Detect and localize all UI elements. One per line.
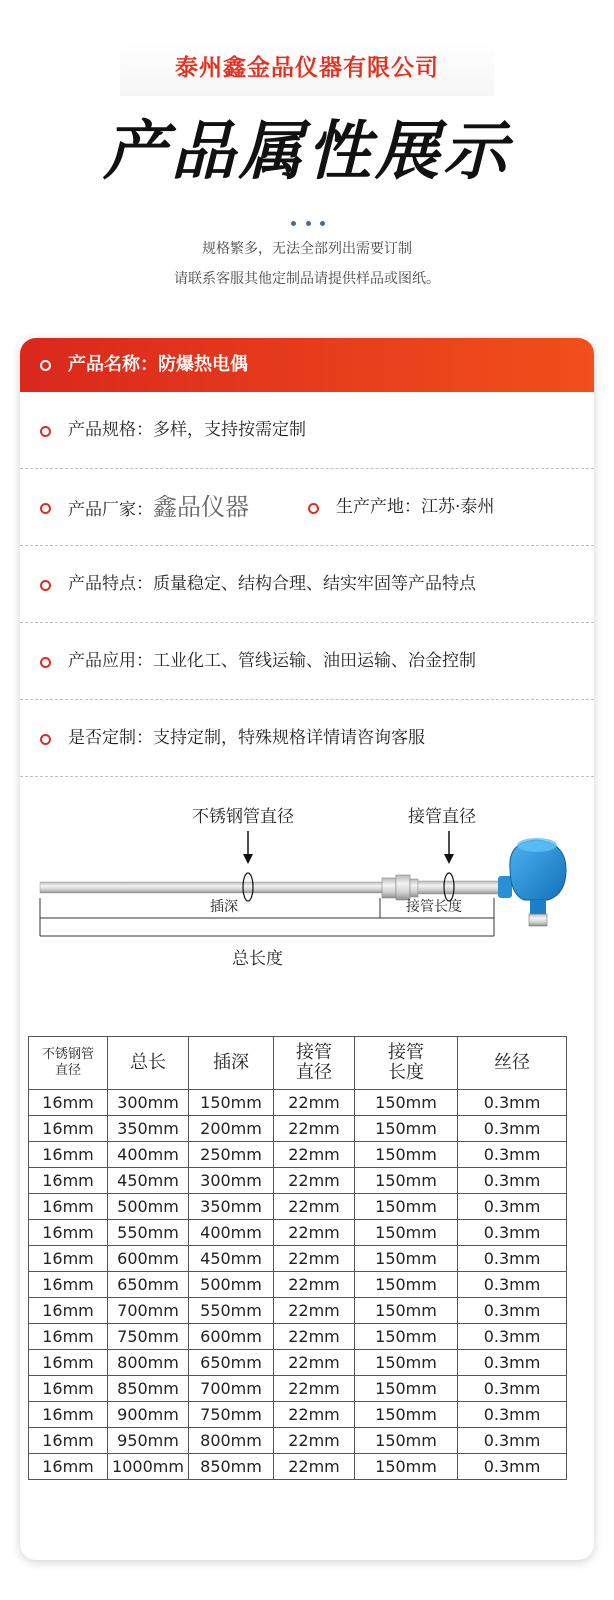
attr-origin-text: 生产产地：江苏·泰州 bbox=[336, 497, 495, 517]
table-cell: 250mm bbox=[189, 1142, 274, 1168]
table-cell: 300mm bbox=[189, 1168, 274, 1194]
label-insert-depth: 插深 bbox=[210, 899, 238, 915]
attr-maker-brand: 鑫品仪器 bbox=[153, 493, 249, 521]
table-cell: 150mm bbox=[355, 1272, 458, 1298]
spec-table-header bbox=[29, 1037, 567, 1090]
table-cell: 22mm bbox=[274, 1142, 355, 1168]
bullet-ring-icon bbox=[40, 426, 51, 437]
table-row bbox=[29, 1116, 567, 1142]
table-cell: 500mm bbox=[108, 1194, 189, 1220]
table-cell: 16mm bbox=[29, 1428, 108, 1454]
spec-table-header-cell: 接管 长度 bbox=[355, 1037, 458, 1090]
label-pipe-length: 接管长度 bbox=[406, 899, 462, 915]
table-cell: 750mm bbox=[108, 1324, 189, 1350]
table-cell: 16mm bbox=[29, 1272, 108, 1298]
table-cell: 0.3mm bbox=[458, 1454, 567, 1480]
table-cell: 22mm bbox=[274, 1220, 355, 1246]
table-cell: 16mm bbox=[29, 1324, 108, 1350]
table-cell: 16mm bbox=[29, 1194, 108, 1220]
attr-features-text: 产品特点：质量稳定、结构合理、结实牢固等产品特点 bbox=[68, 574, 476, 594]
table-cell: 16mm bbox=[29, 1454, 108, 1480]
table-row bbox=[29, 1454, 567, 1480]
table-row bbox=[29, 1142, 567, 1168]
table-row bbox=[29, 1090, 567, 1116]
table-cell: 22mm bbox=[274, 1350, 355, 1376]
table-cell: 0.3mm bbox=[458, 1272, 567, 1298]
table-cell: 16mm bbox=[29, 1168, 108, 1194]
table-cell: 0.3mm bbox=[458, 1324, 567, 1350]
table-cell: 150mm bbox=[355, 1246, 458, 1272]
table-cell: 950mm bbox=[108, 1428, 189, 1454]
table-cell: 150mm bbox=[355, 1090, 458, 1116]
attr-maker-label: 产品厂家： bbox=[68, 500, 153, 520]
table-cell: 22mm bbox=[274, 1246, 355, 1272]
label-pipe-diameter: 接管直径 bbox=[408, 807, 476, 827]
table-cell: 300mm bbox=[108, 1090, 189, 1116]
spec-table-header-cell: 插深 bbox=[189, 1037, 274, 1090]
table-cell: 800mm bbox=[189, 1428, 274, 1454]
subtitle-line-2: 请联系客服其他定制品请提供样品或图纸。 bbox=[174, 271, 440, 287]
table-cell: 450mm bbox=[108, 1168, 189, 1194]
table-cell: 500mm bbox=[189, 1272, 274, 1298]
table-cell: 0.3mm bbox=[458, 1402, 567, 1428]
attr-row-maker bbox=[20, 469, 594, 546]
table-cell: 0.3mm bbox=[458, 1376, 567, 1402]
table-row bbox=[29, 1194, 567, 1220]
table-cell: 0.3mm bbox=[458, 1090, 567, 1116]
table-cell: 0.3mm bbox=[458, 1350, 567, 1376]
table-cell: 0.3mm bbox=[458, 1298, 567, 1324]
table-cell: 1000mm bbox=[108, 1454, 189, 1480]
table-cell: 22mm bbox=[274, 1168, 355, 1194]
title-dots-decoration bbox=[291, 221, 325, 226]
table-cell: 150mm bbox=[189, 1090, 274, 1116]
table-cell: 150mm bbox=[355, 1194, 458, 1220]
table-cell: 450mm bbox=[189, 1246, 274, 1272]
table-cell: 150mm bbox=[355, 1168, 458, 1194]
bullet-ring-icon bbox=[40, 503, 51, 514]
table-cell: 0.3mm bbox=[458, 1194, 567, 1220]
table-cell: 22mm bbox=[274, 1324, 355, 1350]
attr-maker bbox=[68, 469, 249, 548]
table-cell: 350mm bbox=[189, 1194, 274, 1220]
product-name-label: 产品名称：防爆热电偶 bbox=[68, 354, 248, 375]
table-cell: 600mm bbox=[189, 1324, 274, 1350]
table-row bbox=[29, 1246, 567, 1272]
table-cell: 22mm bbox=[274, 1090, 355, 1116]
table-row bbox=[29, 1402, 567, 1428]
subtitle-line-1: 规格繁多，无法全部列出需要订制 bbox=[202, 241, 412, 257]
table-row bbox=[29, 1324, 567, 1350]
table-row bbox=[29, 1376, 567, 1402]
attr-row-spec bbox=[20, 392, 594, 469]
table-cell: 650mm bbox=[189, 1350, 274, 1376]
table-row bbox=[29, 1298, 567, 1324]
table-cell: 150mm bbox=[355, 1324, 458, 1350]
attr-row-custom bbox=[20, 700, 594, 777]
table-cell: 16mm bbox=[29, 1142, 108, 1168]
table-row bbox=[29, 1428, 567, 1454]
table-cell: 150mm bbox=[355, 1376, 458, 1402]
table-cell: 16mm bbox=[29, 1246, 108, 1272]
table-cell: 900mm bbox=[108, 1402, 189, 1428]
table-cell: 22mm bbox=[274, 1272, 355, 1298]
table-cell: 150mm bbox=[355, 1454, 458, 1480]
attr-row-application bbox=[20, 623, 594, 700]
table-cell: 150mm bbox=[355, 1428, 458, 1454]
table-cell: 650mm bbox=[108, 1272, 189, 1298]
table-row bbox=[29, 1168, 567, 1194]
table-cell: 150mm bbox=[355, 1220, 458, 1246]
spec-table-header-cell: 丝径 bbox=[458, 1037, 567, 1090]
table-cell: 200mm bbox=[189, 1116, 274, 1142]
bullet-ring-icon bbox=[308, 503, 319, 514]
attr-spec-text: 产品规格：多样，支持按需定制 bbox=[68, 420, 306, 440]
bullet-ring-icon bbox=[40, 657, 51, 668]
table-cell: 22mm bbox=[274, 1402, 355, 1428]
attr-custom-text: 是否定制：支持定制，特殊规格详情请咨询客服 bbox=[68, 728, 425, 748]
table-cell: 16mm bbox=[29, 1116, 108, 1142]
label-tube-diameter: 不锈钢管直径 bbox=[192, 807, 294, 827]
bullet-ring-icon bbox=[40, 580, 51, 591]
table-cell: 22mm bbox=[274, 1298, 355, 1324]
attr-row-features bbox=[20, 546, 594, 623]
table-cell: 600mm bbox=[108, 1246, 189, 1272]
table-cell: 22mm bbox=[274, 1116, 355, 1142]
dimension-diagram bbox=[20, 798, 594, 1008]
table-cell: 850mm bbox=[189, 1454, 274, 1480]
table-cell: 800mm bbox=[108, 1350, 189, 1376]
table-cell: 16mm bbox=[29, 1090, 108, 1116]
page-title: 产品属性展示 bbox=[103, 115, 511, 189]
table-cell: 0.3mm bbox=[458, 1142, 567, 1168]
table-cell: 700mm bbox=[189, 1376, 274, 1402]
spec-table-header-cell: 总长 bbox=[108, 1037, 189, 1090]
table-cell: 700mm bbox=[108, 1298, 189, 1324]
table-cell: 0.3mm bbox=[458, 1116, 567, 1142]
table-cell: 22mm bbox=[274, 1454, 355, 1480]
table-row bbox=[29, 1350, 567, 1376]
thermocouple-drawing bbox=[20, 798, 594, 1008]
table-row bbox=[29, 1272, 567, 1298]
attributes-card bbox=[20, 338, 594, 1560]
table-cell: 150mm bbox=[355, 1116, 458, 1142]
table-cell: 22mm bbox=[274, 1376, 355, 1402]
table-row bbox=[29, 1220, 567, 1246]
table-cell: 16mm bbox=[29, 1220, 108, 1246]
table-cell: 150mm bbox=[355, 1142, 458, 1168]
bullet-ring-icon bbox=[40, 360, 51, 371]
table-cell: 22mm bbox=[274, 1428, 355, 1454]
table-cell: 0.3mm bbox=[458, 1168, 567, 1194]
table-cell: 550mm bbox=[108, 1220, 189, 1246]
spec-table-header-cell: 接管 直径 bbox=[274, 1037, 355, 1090]
spec-table bbox=[28, 1036, 567, 1480]
table-cell: 750mm bbox=[189, 1402, 274, 1428]
table-cell: 400mm bbox=[108, 1142, 189, 1168]
table-cell: 22mm bbox=[274, 1194, 355, 1220]
spec-table-header-cell: 不锈钢管 直径 bbox=[29, 1037, 108, 1090]
table-cell: 0.3mm bbox=[458, 1428, 567, 1454]
table-cell: 150mm bbox=[355, 1350, 458, 1376]
company-name: 泰州鑫金品仪器有限公司 bbox=[120, 40, 494, 96]
table-cell: 16mm bbox=[29, 1298, 108, 1324]
table-cell: 400mm bbox=[189, 1220, 274, 1246]
table-cell: 350mm bbox=[108, 1116, 189, 1142]
table-cell: 16mm bbox=[29, 1376, 108, 1402]
table-cell: 0.3mm bbox=[458, 1220, 567, 1246]
table-cell: 850mm bbox=[108, 1376, 189, 1402]
table-cell: 0.3mm bbox=[458, 1246, 567, 1272]
table-cell: 16mm bbox=[29, 1402, 108, 1428]
table-cell: 16mm bbox=[29, 1350, 108, 1376]
table-cell: 150mm bbox=[355, 1402, 458, 1428]
bullet-ring-icon bbox=[40, 734, 51, 745]
table-cell: 150mm bbox=[355, 1298, 458, 1324]
spec-table-body bbox=[29, 1090, 567, 1480]
attr-application-text: 产品应用：工业化工、管线运输、油田运输、冶金控制 bbox=[68, 651, 476, 671]
table-cell: 550mm bbox=[189, 1298, 274, 1324]
product-name-header bbox=[20, 338, 594, 392]
label-total-length: 总长度 bbox=[232, 949, 283, 969]
